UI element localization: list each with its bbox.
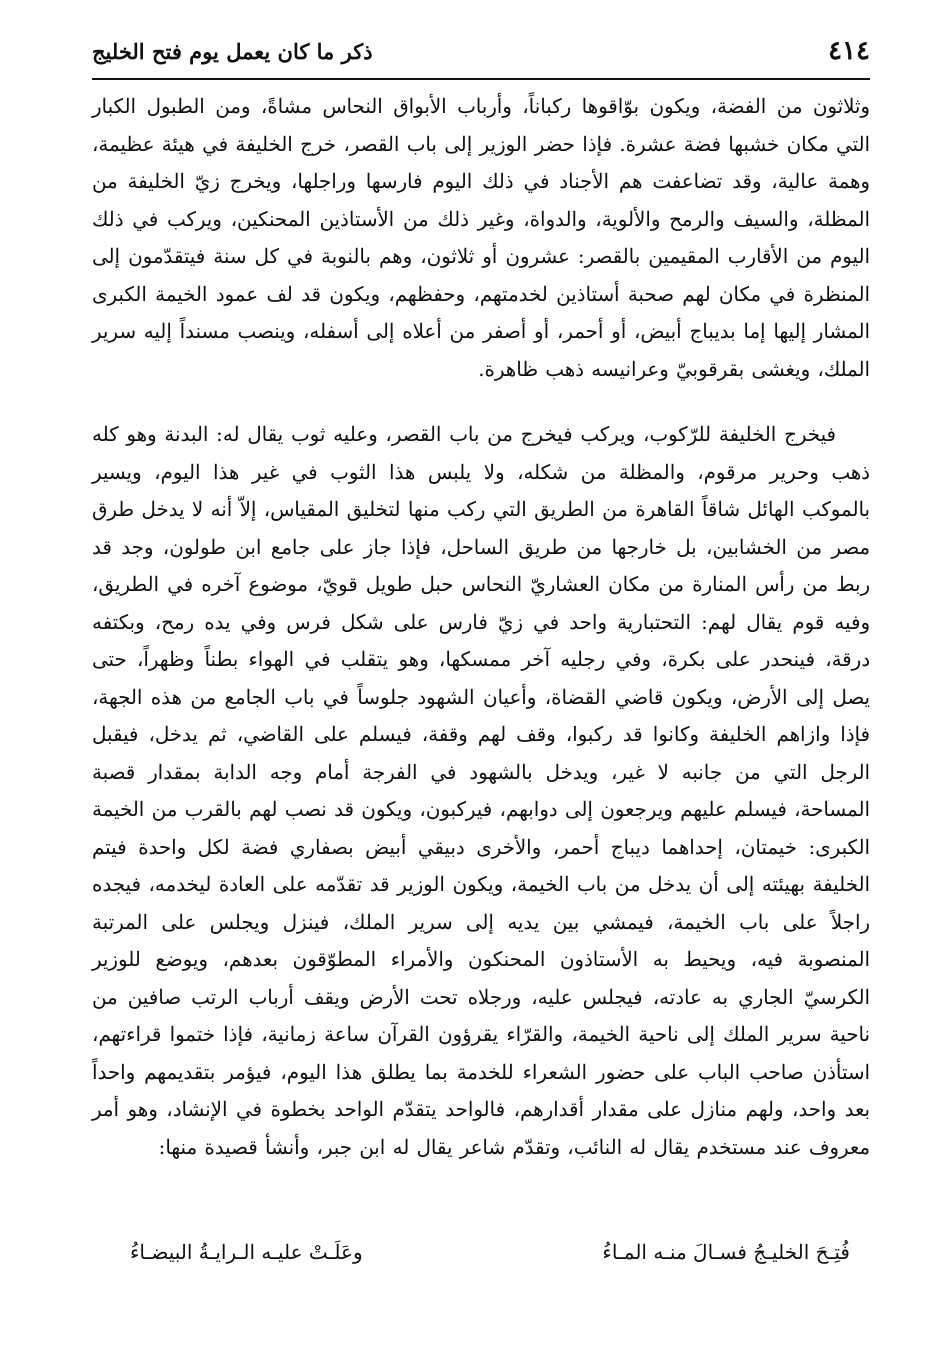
poem-verse bbox=[130, 1232, 850, 1272]
verse-second-hemistich: وعَلَـتْ عليـه الـرايـةُ البيضـاءُ bbox=[130, 1240, 363, 1264]
page-number: ٤١٤ bbox=[828, 36, 870, 66]
chapter-title: ذكر ما كان يعمل يوم فتح الخليج bbox=[92, 38, 373, 64]
header-rule bbox=[92, 78, 870, 80]
paragraph-2: فيخرج الخليفة للرّكوب، ويركب فيخرج من باب القصر، وعليه ثوب يقال له: البدنة وهو كله ذهب وحرير مرقوم، والمظلة من شكله، ولا يلبس هذا الثوب في غير هذا اليوم، ويسير بالموكب الهائل شاقاً القاهرة من الطريق التي ركب منها لتخليق المقياس، إلاّ أنه لا يدخل طرق مصر من الخشابين، بل خارجها من طريق الساحل، فإذا جاز على جامع ابن طولون، وجد قد ربط من رأس المنارة من مكان العشاريّ النحاس حبل طويل قويّ، موضوع آخره في الطريق، وفيه قوم يقال لهم: التحتبارية واحد في زيّ فارس على شكل فرس وفي يده رمح، وبكتفه درقة، فينحدر على بكرة، وفي رجليه آخر ممسكها، وهو يتقلب في الهواء بطناً وظهراً، حتى يصل إلى الأرض، ويكون قاضي القضاة، وأعيان الشهود جلوساً في باب الجامع من هذه الجهة، فإذا وازاهم الخليفة وكانوا قد ركبوا، وقف لهم وقفة، فيسلم على القاضي، ثم يدخل، فيقبل الرجل التي من جانبه لا غير، ويدخل بالشهود في الفرجة أمام وجه الدابة بمقدار قصبة المساحة، فيسلم عليهم ويرجعون إلى دوابهم، فيركبون، ويكون قد نصب لهم بالقرب من الخيمة الكبرى: خيمتان، إحداهما ديباج أحمر، والأخرى دبيقي أبيض بصفاري فضة لكل واحدة فيتم الخليفة بهيئته إلى أن يدخل من باب الخيمة، ويكون الوزير قد تقدّمه على العادة ليخدمه، فيجده راجلاً على باب الخيمة، فيمشي بين يديه إلى سرير الملك، فينزل ويجلس على المرتبة المنصوبة فيه، ويحيط به الأستاذون المحنكون والأمراء المطوّقون بعدهم، ويوضع للوزير الكرسيّ الجاري به عادته، فيجلس عليه، ورجلاه تحت الأرض ويقف أرباب الرتب صافين من ناحية سرير الملك إلى ناحية الخيمة، والقرّاء يقرؤون القرآن ساعة زمانية، فإذا ختموا قراءتهم، استأذن صاحب الباب على حضور الشعراء للخدمة بما يطلق هذا اليوم، فيؤمر بتقديمهم واحداً بعد واحد، ولهم منازل على مقدار أقدارهم، فالواحد يتقدّم الواحد بخطوة في الإنشاد، وهو أمر معروف عند مستخدم يقال له النائب، وتقدّم شاعر يقال له ابن جبر، وأنشأ قصيدة منها: bbox=[92, 423, 870, 1159]
running-head bbox=[92, 30, 870, 72]
verse-first-hemistich: فُتِـحَ الخليـجُ فسـالَ منـه المـاءُ bbox=[602, 1240, 850, 1264]
body-text bbox=[92, 88, 870, 1166]
paragraph-1: وثلاثون من الفضة، ويكون بوّاقوها ركباناً، وأرباب الأبواق النحاس مشاةً، ومن الطبول الكبار التي مكان خشبها فضة عشرة. فإذا حضر الوزير إلى باب القصر، خرج الخليفة في هيئة عظيمة، وهمة عالية، وقد تضاعفت هم الأجناد في ذلك اليوم فارسها وراجلها، ويخرج زيّ الخليفة من المظلة، والسيف والرمح والألوية، والدواة، وغير ذلك من الأستاذين المحنكين، ويركب في ذلك اليوم من الأقارب المقيمين بالقصر: عشرون أو ثلاثون، وهم بالنوبة في كل سنة فيتقدّمون إلى المنظرة في مكان لهم صحبة أستاذين لخدمتهم، وحفظهم، ويكون قد لف عمود الخيمة الكبرى المشار إليها إما بديباج أبيض، أو أحمر، أو أصفر من أعلاه إلى أسفله، وينصب مسنداً إليه سرير الملك، ويغشى بقرقوبيّ وعرانيسه ذهب ظاهرة. bbox=[92, 95, 870, 381]
